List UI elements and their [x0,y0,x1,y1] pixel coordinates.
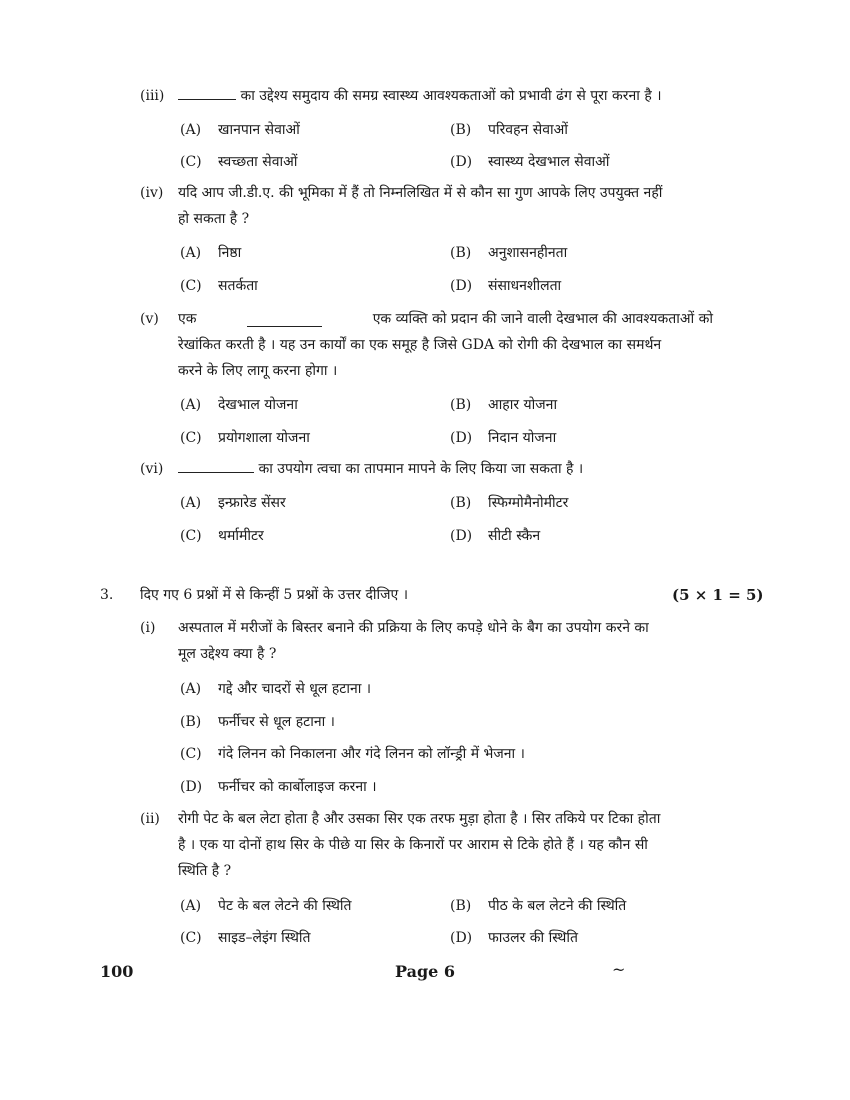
option-label: (A) [180,495,202,511]
q2-v-option-a[interactable] [180,395,298,414]
option-label: (D) [450,528,473,544]
q2-iv-option-a[interactable] [180,243,241,262]
q2-iv-line1: यदि आप जी.डी.ए. की भूमिका में हैं तो निम्नलिखित में से कौन सा गुण आपके लिए उपयुक्त नहीं [178,185,663,201]
q3-ii-line2: है । एक या दोनों हाथ सिर के पीछे या सिर के किनारों पर आराम से टिके होते हैं । यह कौन सी [178,837,648,853]
option-text: फर्नीचर से धूल हटाना । [218,714,335,730]
q3-ii-line3: स्थिति है ? [178,863,232,879]
q3-i-option-a[interactable] [180,679,371,698]
q3-i-option-b[interactable] [180,712,335,731]
q2-vi-option-b[interactable] [450,493,568,512]
option-text: परिवहन सेवाओं [488,122,568,138]
option-text: स्फिग्मोमैनोमीटर [488,495,569,511]
q3-ii-option-d[interactable] [450,928,578,947]
q3-ii-option-a[interactable] [180,896,352,915]
option-label: (D) [450,430,473,446]
option-text: अनुशासनहीनता [488,245,568,261]
option-label: (B) [180,714,202,730]
q3-ii-line1: रोगी पेट के बल लेटा होता है और उसका सिर एक तरफ मुड़ा होता है । सिर तकिये पर टिका होता [178,811,661,827]
q2-iii-stem [178,83,662,109]
q3-i-option-d[interactable] [180,777,377,796]
q2-vi-text: का उपयोग त्वचा का तापमान मापने के लिए किया जा सकता है । [258,461,584,477]
option-label: (B) [450,898,472,914]
option-label: (A) [180,397,202,413]
option-text: इन्फ्रारेड सेंसर [218,495,286,511]
q2-v-line2: रेखांकित करती है । यह उन कार्यों का एक समूह है जिसे GDA को रोगी की देखभाल का समर्थन [178,337,662,353]
option-label: (A) [180,898,202,914]
q2-iii-text: का उद्देश्य समुदाय की समग्र स्वास्थ्य आवश्यकताओं को प्रभावी ढंग से पूरा करना है । [240,88,662,104]
q2-v-num: (v) [140,311,159,327]
option-label: (D) [450,930,473,946]
option-label: (C) [180,528,202,544]
paper-code: 100 [100,962,134,981]
option-text: सतर्कता [218,278,258,294]
option-label: (C) [180,278,202,294]
q2-vi-num: (vi) [140,461,164,477]
option-text: देखभाल योजना [218,397,298,413]
option-text: सीटी स्कैन [488,528,541,544]
option-label: (D) [450,154,473,170]
option-label: (C) [180,930,202,946]
option-label: (A) [180,245,202,261]
q2-v-option-c[interactable] [180,428,310,447]
q2-v-option-d[interactable] [450,428,556,447]
q3-instruction: दिए गए 6 प्रश्नों में से किन्हीं 5 प्रश्नों के उत्तर दीजिए । [140,587,409,603]
option-text: थर्मामीटर [218,528,264,544]
q3-i-num: (i) [140,620,156,636]
q2-iii-option-b[interactable] [450,120,568,139]
q3-ii-option-b[interactable] [450,896,626,915]
option-text: खानपान सेवाओं [218,122,300,138]
option-label: (C) [180,430,202,446]
q2-iii-option-a[interactable] [180,120,300,139]
q2-vi-option-c[interactable] [180,526,264,545]
answer-blank [178,458,254,473]
option-text: निदान योजना [488,430,557,446]
option-label: (B) [450,495,472,511]
option-text: स्वच्छता सेवाओं [218,154,298,170]
option-text: पेट के बल लेटने की स्थिति [218,898,352,914]
q3-number: 3. [100,587,114,603]
q2-iii-option-c[interactable] [180,152,297,171]
option-text: गद्दे और चादरों से धूल हटाना । [218,681,372,697]
q2-vi-option-a[interactable] [180,493,286,512]
q2-v-line3: करने के लिए लागू करना होगा । [178,363,338,379]
option-text: फर्नीचर को कार्बोलाइज करना । [218,779,377,795]
option-text: गंदे लिनन को निकालना और गंदे लिनन को लॉन्ड्री में भेजना । [218,746,525,762]
footer-mark: ~ [612,960,626,979]
q2-iv-option-c[interactable] [180,276,258,295]
q2-v-line1 [178,306,713,332]
q3-ii-num: (ii) [140,811,160,827]
q3-i-option-c[interactable] [180,744,525,763]
option-label: (D) [180,779,203,795]
option-label: (B) [450,245,472,261]
q2-vi-stem [178,456,583,482]
option-text: आहार योजना [488,397,558,413]
page-number: Page 6 [395,962,456,981]
option-text: प्रयोगशाला योजना [218,430,310,446]
q2-iv-line2: हो सकता है ? [178,211,250,227]
q2-v-option-b[interactable] [450,395,557,414]
option-label: (C) [180,746,202,762]
q3-i-line1: अस्पताल में मरीजों के बिस्तर बनाने की प्रक्रिया के लिए कपड़े धोने के बैग का उपयोग करने का [178,620,649,636]
option-label: (C) [180,154,202,170]
q3-ii-option-c[interactable] [180,928,311,947]
answer-blank [178,85,236,100]
q2-v-line1-start: एक [178,311,197,327]
q2-iii-option-d[interactable] [450,152,609,171]
option-text: स्वास्थ्य देखभाल सेवाओं [488,154,610,170]
q2-iii-num: (iii) [140,88,165,104]
q3-marks: (5 × 1 = 5) [672,586,764,604]
option-label: (A) [180,681,202,697]
option-text: संसाधनशीलता [488,278,562,294]
answer-blank [247,312,322,327]
option-text: साइड–लेइंग स्थिति [218,930,311,946]
option-label: (B) [450,397,472,413]
q2-iv-num: (iv) [140,185,164,201]
option-text: निष्ठा [218,245,242,261]
q2-v-line1-rest: एक व्यक्ति को प्रदान की जाने वाली देखभाल की आवश्यकताओं को [372,311,713,327]
q2-iv-option-b[interactable] [450,243,567,262]
option-label: (B) [450,122,472,138]
q2-iv-option-d[interactable] [450,276,561,295]
option-label: (D) [450,278,473,294]
option-label: (A) [180,122,202,138]
q3-i-line2: मूल उद्देश्य क्या है ? [178,646,277,662]
option-text: फाउलर की स्थिति [488,930,578,946]
option-text: पीठ के बल लेटने की स्थिति [488,898,627,914]
q2-vi-option-d[interactable] [450,526,540,545]
